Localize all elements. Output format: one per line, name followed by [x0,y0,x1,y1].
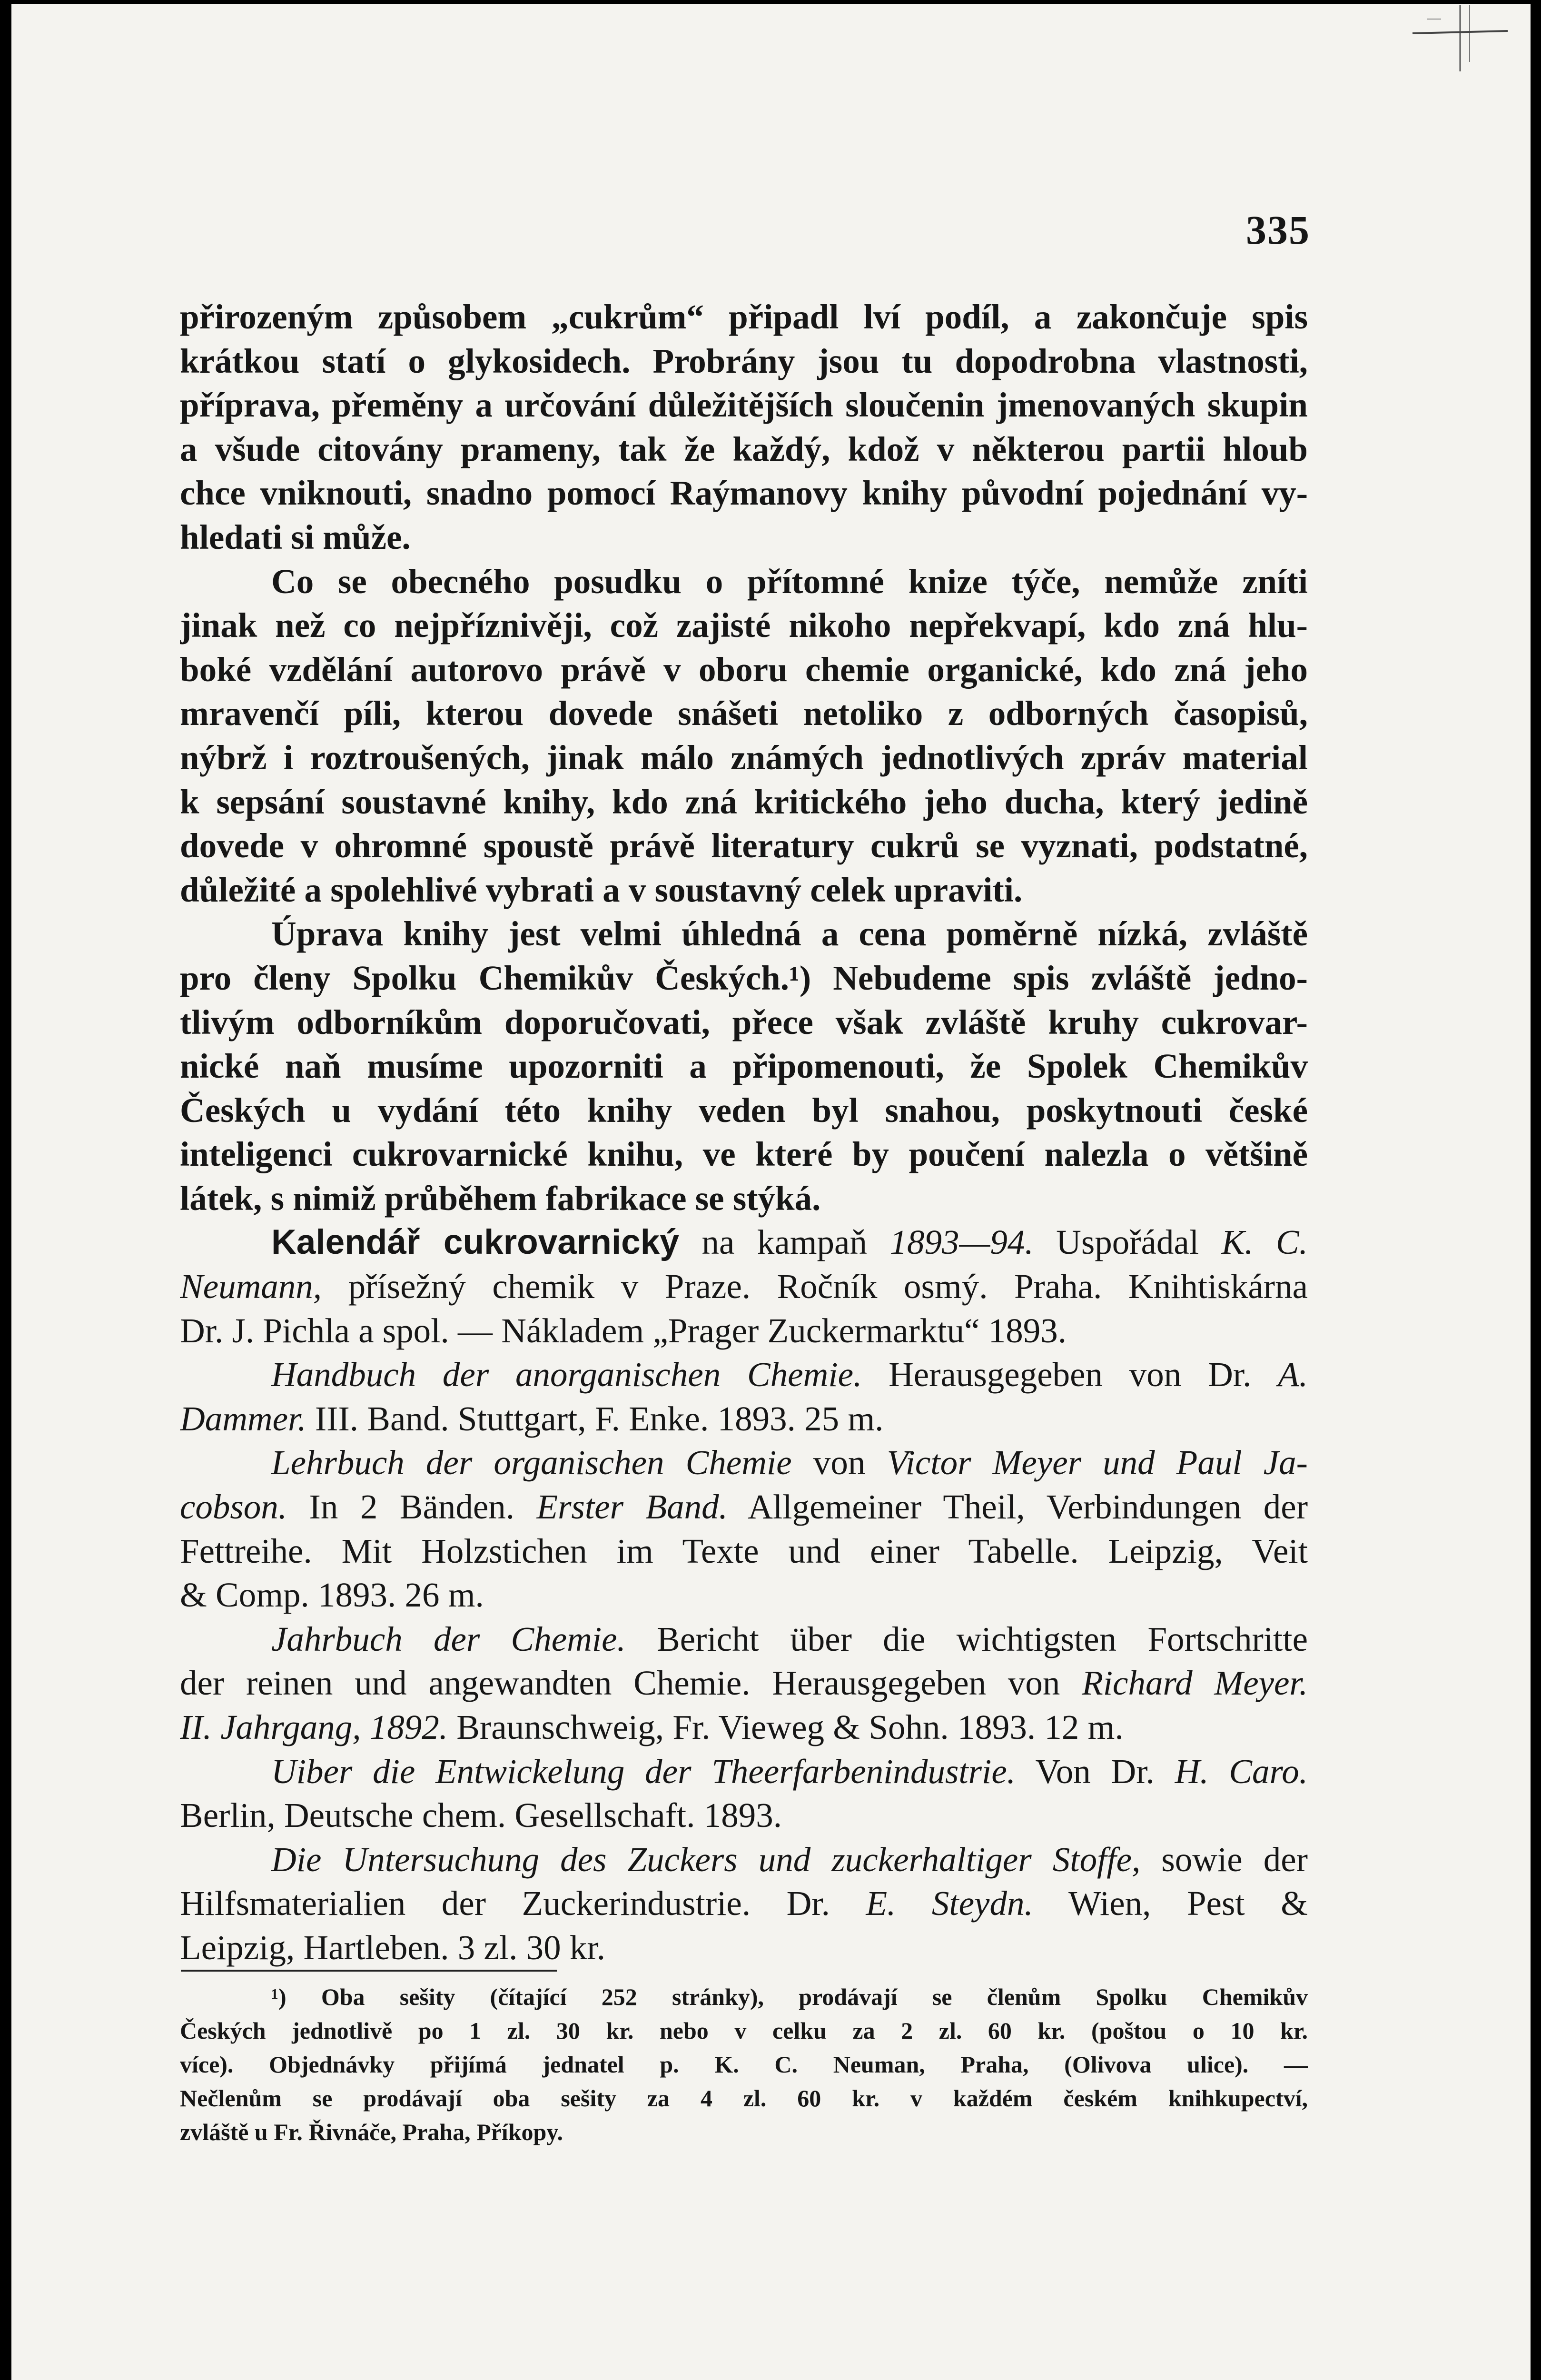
footnote-line: Českých jednotlivě po 1 zl. 30 kr. nebo v celku za 2 zl. 60 kr. (poštou o 10 kr. [180,2017,1308,2044]
text-line: cobson. In 2 Bänden. Erster Band. Allgemeiner Theil, Verbindungen der [180,1488,1308,1527]
text-line: Dammer. III. Band. Stuttgart, F. Enke. 1893. 25 m. [180,1399,884,1438]
book-title: Handbuch der anorganischen Chemie. [271,1355,862,1394]
text-line: Kalendář cukrovarnický na kampaň 1893—94. Uspořádal K. C. [271,1223,1308,1262]
text-line: boké vzdělání autorovo právě v oboru chemie organické, kdo zná jeho [180,650,1308,689]
text-line: pro členy Spolku Chemikův Českých.¹) Nebudeme spis zvláště jedno- [180,958,1308,997]
text-line: jinak než co nejpříznivěji, což zajisté nikoho nepřekvapí, kdo zná hlu- [180,606,1308,645]
text-line: přirozeným způsobem „cukrům“ připadl lví podíl, a zakončuje spis [180,298,1308,336]
text-line: Handbuch der anorganischen Chemie. Herausgegeben von Dr. A. [271,1355,1308,1394]
footnote-line: Nečlenům se prodávají oba sešity za 4 zl. 60 kr. v každém českém knihkupectví, [180,2085,1308,2112]
text-line: Leipzig, Hartleben. 3 zl. 30 kr. [180,1928,605,1967]
text-line: krátkou statí o glykosidech. Probrány jsou tu dopodrobna vlastnosti, [180,341,1308,380]
paragraph-2 [180,560,1308,912]
footnote-line: ¹) Oba sešity (čítající 252 stránky), prodávají se členům Spolku Chemikův [271,1983,1308,2010]
text-line: Úprava knihy jest velmi úhledná a cena poměrně nízká, zvláště [271,914,1308,953]
footnote-line: více). Objednávky přijímá jednatel p. K. C. Neuman, Praha, (Olivova ulice). — [180,2051,1308,2078]
main-text [180,295,1308,1970]
text-line: II. Jahrgang, 1892. Braunschweig, Fr. Vieweg & Sohn. 1893. 12 m. [180,1708,1124,1746]
text-line: k sepsání soustavné knihy, kdo zná kritického jeho ducha, který jedině [180,782,1308,821]
book-entry-handbuch [180,1353,1308,1441]
paragraph-1 [180,295,1308,560]
text-line: Hilfsmaterialien der Zuckerindustrie. Dr. E. Steydn. Wien, Pest & [180,1884,1308,1923]
page-number: 335 [1246,207,1310,253]
text-line: & Comp. 1893. 26 m. [180,1576,484,1615]
book-title: Uiber die Entwickelung der Theerfarbenindustrie. [271,1752,1016,1791]
text-line: Fettreihe. Mit Holzstichen im Texte und einer Tabelle. Leipzig, Veit [180,1531,1308,1570]
book-title: Kalendář cukrovarnický [271,1223,679,1262]
text-line: důležité a spolehlivé vybrati a v soustavný celek upraviti. [180,870,1023,909]
text-line: inteligenci cukrovarnické knihu, ve které by poučení nalezla o většině [180,1135,1308,1174]
text-line: Neumann, přísežný chemik v Praze. Ročník osmý. Praha. Knihtiskárna [180,1267,1308,1306]
text-line: Uiber die Entwickelung der Theerfarbenindustrie. Von Dr. H. Caro. [271,1752,1308,1791]
text-line: Co se obecného posudku o přítomné knize týče, nemůže zníti [271,562,1308,601]
corner-scan-mark [1317,5,1508,76]
footnote-line: zvláště u Fr. Řivnáče, Praha, Příkopy. [180,2119,563,2145]
text-line: látek, s nimiž průběhem fabrikace se stýká. [180,1179,821,1218]
text-line: Dr. J. Pichla a spol. — Nákladem „Prager Zuckermarktu“ 1893. [180,1311,1067,1350]
text-line: hledati si může. [180,517,411,556]
footnote-divider [181,1970,557,1972]
text-line: Lehrbuch der organischen Chemie von Victor Meyer und Paul Ja- [271,1443,1308,1482]
text-line: a všude citovány prameny, tak že každý, kdož v některou partii hloub [180,429,1308,468]
book-entry-untersuchung [180,1838,1308,1970]
text-line: Die Untersuchung des Zuckers und zuckerhaltiger Stoffe, sowie der [271,1840,1308,1879]
text-line: příprava, přeměny a určování důležitějších sloučenin jmenovaných skupin [180,386,1308,425]
book-entry-lehrbuch [180,1441,1308,1617]
text-line: Berlin, Deutsche chem. Gesellschaft. 1893. [180,1796,782,1835]
text-line: tlivým odborníkům doporučovati, přece však zvláště kruhy cukrovar- [180,1002,1308,1041]
text-line: der reinen und angewandten Chemie. Herausgegeben von Richard Meyer. [180,1664,1308,1703]
text-line: Českých u vydání této knihy veden byl snahou, poskytnouti české [180,1091,1308,1130]
text-line: nýbrž i roztroušených, jinak málo známých jednotlivých zpráv material [180,738,1308,777]
book-title: Lehrbuch der organischen Chemie [271,1443,792,1482]
paragraph-3 [180,912,1308,1220]
text-line: nické naň musíme upozorniti a připomenouti, že Spolek Chemikův [180,1047,1308,1086]
text-line: mravenčí píli, kterou dovede snášeti netoliko z odborných časopisů, [180,694,1308,733]
text-line: dovede v ohromné spoustě právě literatury cukrů se vyznati, podstatné, [180,826,1308,865]
text-line: chce vniknouti, snadno pomocí Raýmanovy knihy původní pojednání vy- [180,474,1308,513]
book-title: Jahrbuch der Chemie. [271,1619,626,1658]
text-line: Jahrbuch der Chemie. Bericht über die wichtigsten Fortschritte [271,1619,1308,1658]
book-entry-jahrbuch [180,1617,1308,1750]
book-entry-theerfarben [180,1750,1308,1838]
book-entry-kalendar [180,1220,1308,1353]
footnote [180,1980,1308,2149]
book-title: Die Untersuchung des Zuckers und zuckerhaltiger Stoffe, [271,1840,1141,1879]
